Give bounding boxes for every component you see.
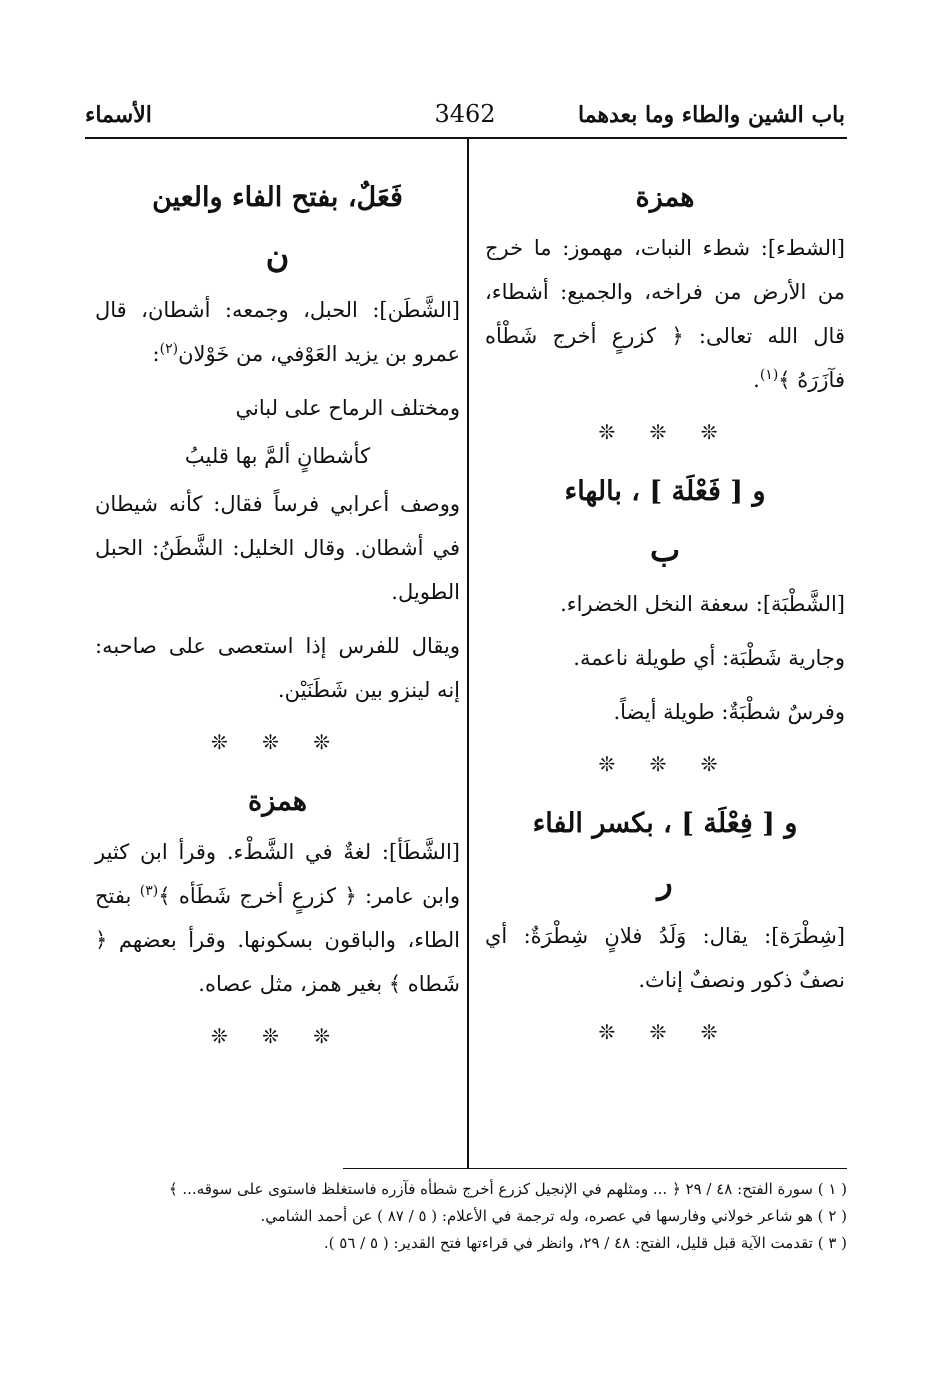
entry-paragraph — [485, 226, 845, 402]
letter-heading: ن — [265, 237, 290, 275]
entry-text: بفتح الطاء، والباقون بسكونها. وقرأ بعضهم ﴿ شَطاه ﴾ بغير همز، مثل عصاه. — [95, 884, 460, 996]
section-heading: همزة — [248, 786, 307, 817]
separator-stars: ❊ ❊ ❊ — [211, 730, 344, 754]
entry-text: [الشَّطَن]: الحبل، وجمعه: أشطان، قال عمرو بن يزيد العَوْفي، من خَوْلان — [95, 298, 460, 366]
separator-stars: ❊ ❊ ❊ — [598, 752, 732, 776]
footnote-ref: (٢) — [159, 341, 179, 357]
entry-paragraph: وفرسٌ شطْبَةٌ: طويلة أيضاً. — [613, 700, 845, 724]
letter-heading: ر — [657, 863, 673, 901]
separator-stars: ❊ ❊ ❊ — [598, 420, 732, 444]
section-heading: و [ فَعْلَة ] ، بالهاء — [564, 476, 766, 507]
right-column — [485, 170, 845, 1064]
footnote-rule — [343, 1168, 847, 1169]
verse-line: ومختلف الرماح على لباني — [235, 396, 460, 420]
footnote-1: ( ١ ) سورة الفتح: ٤٨ / ٢٩ ﴿ ... ومثلهم في الإنجيل كزرع أخرج شطأه فآزره فاستغلظ فاستوى على سوقه... ﴾ — [168, 1180, 847, 1198]
entry-paragraph — [95, 830, 460, 1006]
section-title: الأسماء — [85, 102, 152, 128]
section-heading: همزة — [635, 182, 695, 213]
left-column — [95, 170, 460, 1068]
separator-stars: ❊ ❊ ❊ — [598, 1020, 732, 1044]
footnote-ref: (٣) — [139, 883, 159, 899]
header-rule — [85, 137, 847, 139]
entry-text: [الشَّطَأ]: لغةٌ في الشَّطْء. وقرأ ابن كثير وابن عامر: ﴿ كزرعٍ أخرج شَطَأه ﴾ — [95, 840, 460, 908]
running-head — [85, 96, 845, 136]
chapter-title: باب الشين والطاء وما بعدهما — [578, 102, 845, 128]
entry-paragraph: [الشَّطْبَة]: سعفة النخل الخضراء. — [560, 592, 845, 616]
entry-paragraph: [شِطْرَة]: يقال: وَلَدُ فلانٍ شِطْرَةٌ: أي نصفٌ ذكور ونصفٌ إناث. — [485, 924, 845, 992]
footnote-3: ( ٣ ) تقدمت الآية قبل قليل، الفتح: ٤٨ / ٢٩، وانظر في قراءتها فتح القدير: ( ٥ / ٥٦ ). — [323, 1234, 847, 1252]
section-heading: فَعَلٌ، بفتح الفاء والعين — [152, 182, 403, 213]
separator-stars: ❊ ❊ ❊ — [211, 1024, 344, 1048]
section-heading: و [ فِعْلَة ] ، بكسر الفاء — [532, 808, 798, 839]
entry-paragraph: ويقال للفرس إذا استعصى على صاحبه: إنه لينزو بين شَطَنَيْن. — [95, 634, 460, 702]
entry-paragraph: وجارية شَطْبَة: أي طويلة ناعمة. — [573, 646, 845, 670]
entry-paragraph: ووصف أعرابي فرساً فقال: كأنه شيطان في أشطان. وقال الخليل: الشَّطَنُ: الحبل الطويل. — [95, 492, 460, 604]
footnote-ref: (١) — [759, 367, 779, 383]
entry-text-end: . — [753, 368, 760, 392]
page-number: 3462 — [434, 100, 496, 128]
column-divider — [467, 139, 469, 1169]
footnotes — [95, 1176, 847, 1257]
verse-line: كأشطانٍ ألمَّ بها قليبُ — [184, 444, 371, 468]
entry-paragraph — [95, 288, 460, 376]
letter-heading: ب — [649, 531, 681, 569]
footnote-2: ( ٢ ) هو شاعر خولاني وفارسها في عصره، وله ترجمة في الأعلام: ( ٥ / ٨٧ ) عن أحمد الشامي. — [260, 1207, 847, 1225]
entry-text: [الشطء]: شطء النبات، مهموز: ما خرج من الأرض من فراخه، والجميع: أشطاء، قال الله تعالى: ﴿ كزرعٍ أخرج شَطْأه فآزَرَهُ ﴾ — [485, 236, 845, 392]
entry-text-end: : — [152, 342, 160, 366]
